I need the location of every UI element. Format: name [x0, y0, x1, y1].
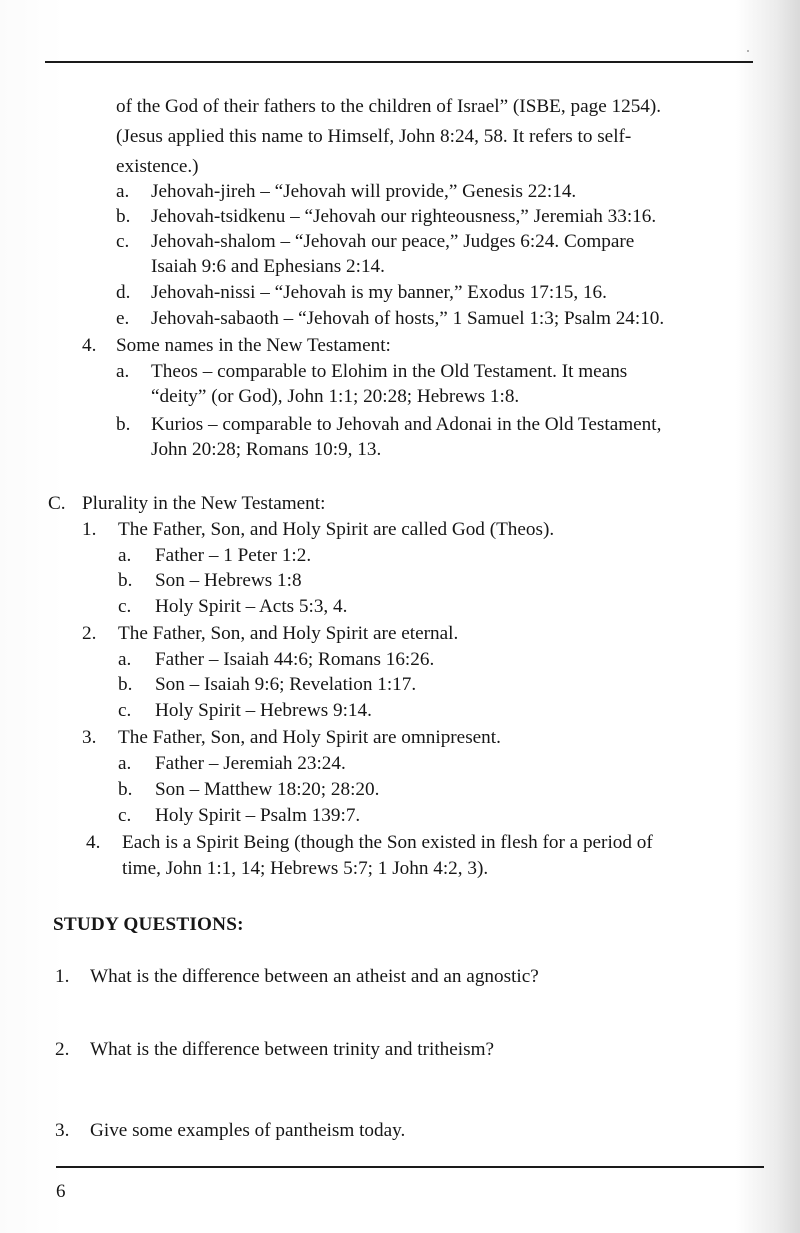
list-marker: 3.: [82, 727, 97, 748]
list-item-kurios: Kurios – comparable to Jehovah and Adonai in the Old Testament,: [151, 414, 662, 435]
list-item: Holy Spirit – Acts 5:3, 4.: [155, 596, 348, 617]
list-marker: a.: [118, 545, 132, 566]
list-marker: 1.: [55, 966, 70, 987]
list-marker: c.: [118, 596, 132, 617]
list-item-jehovah-sabaoth: Jehovah-sabaoth – “Jehovah of hosts,” 1 Samuel 1:3; Psalm 24:10.: [151, 308, 665, 329]
list-item-jehovah-jireh: Jehovah-jireh – “Jehovah will provide,” Genesis 22:14.: [151, 181, 577, 202]
list-marker: 2.: [82, 623, 97, 644]
continuation-line: (Jesus applied this name to Himself, John 8:24, 58. It refers to self-: [116, 126, 632, 147]
study-questions-heading: STUDY QUESTIONS:: [53, 914, 244, 935]
scan-speck: [747, 50, 749, 52]
list-item: Son – Isaiah 9:6; Revelation 1:17.: [155, 674, 417, 695]
point-omnipresent: The Father, Son, and Holy Spirit are omnipresent.: [118, 727, 501, 748]
top-rule: [45, 61, 753, 63]
study-question: What is the difference between an atheist and an agnostic?: [90, 966, 539, 987]
list-marker: e.: [116, 308, 130, 329]
list-marker: c.: [118, 700, 132, 721]
list-item-theos-cont: “deity” (or God), John 1:1; 20:28; Hebrews 1:8.: [151, 386, 520, 407]
list-item: Holy Spirit – Psalm 139:7.: [155, 805, 361, 826]
study-question: Give some examples of pantheism today.: [90, 1120, 406, 1141]
nt-names-label: Some names in the New Testament:: [116, 335, 391, 356]
list-item: Holy Spirit – Hebrews 9:14.: [155, 700, 372, 721]
continuation-line: existence.): [116, 156, 199, 177]
list-item-kurios-cont: John 20:28; Romans 10:9, 13.: [151, 439, 382, 460]
continuation-line: of the God of their fathers to the children of Israel” (ISBE, page 1254).: [116, 96, 662, 117]
list-item-theos: Theos – comparable to Elohim in the Old Testament. It means: [151, 361, 628, 382]
list-marker: b.: [118, 570, 133, 591]
list-marker: a.: [118, 753, 132, 774]
bottom-rule: [56, 1166, 764, 1168]
list-marker: b.: [116, 206, 131, 227]
list-marker: b.: [116, 414, 131, 435]
list-marker: b.: [118, 779, 133, 800]
list-item: Father – Isaiah 44:6; Romans 16:26.: [155, 649, 435, 670]
list-marker: c.: [118, 805, 132, 826]
list-marker: d.: [116, 282, 131, 303]
list-marker: 2.: [55, 1039, 70, 1060]
list-marker: b.: [118, 674, 133, 695]
point-spirit-being: Each is a Spirit Being (though the Son existed in flesh for a period of: [122, 832, 653, 853]
list-item: Son – Matthew 18:20; 28:20.: [155, 779, 380, 800]
list-item: Father – 1 Peter 1:2.: [155, 545, 312, 566]
point-eternal: The Father, Son, and Holy Spirit are eternal.: [118, 623, 459, 644]
point-spirit-being-cont: time, John 1:1, 14; Hebrews 5:7; 1 John 4:2, 3).: [122, 858, 489, 879]
list-item-jehovah-shalom-cont: Isaiah 9:6 and Ephesians 2:14.: [151, 256, 385, 277]
list-marker: a.: [118, 649, 132, 670]
point-called-god: The Father, Son, and Holy Spirit are called God (Theos).: [118, 519, 555, 540]
list-item-jehovah-shalom: Jehovah-shalom – “Jehovah our peace,” Judges 6:24. Compare: [151, 231, 635, 252]
list-marker: c.: [116, 231, 130, 252]
list-item: Father – Jeremiah 23:24.: [155, 753, 346, 774]
section-marker: C.: [48, 493, 66, 514]
page-number: 6: [56, 1181, 66, 1202]
list-marker: a.: [116, 181, 130, 202]
list-marker: 3.: [55, 1120, 70, 1141]
list-item-jehovah-tsidkenu: Jehovah-tsidkenu – “Jehovah our righteousness,” Jeremiah 33:16.: [151, 206, 657, 227]
list-marker: 1.: [82, 519, 97, 540]
list-marker: 4.: [86, 832, 101, 853]
list-marker: 4.: [82, 335, 97, 356]
list-marker: a.: [116, 361, 130, 382]
study-question: What is the difference between trinity and tritheism?: [90, 1039, 495, 1060]
list-item: Son – Hebrews 1:8: [155, 570, 302, 591]
list-item-jehovah-nissi: Jehovah-nissi – “Jehovah is my banner,” Exodus 17:15, 16.: [151, 282, 607, 303]
section-title: Plurality in the New Testament:: [82, 493, 326, 514]
